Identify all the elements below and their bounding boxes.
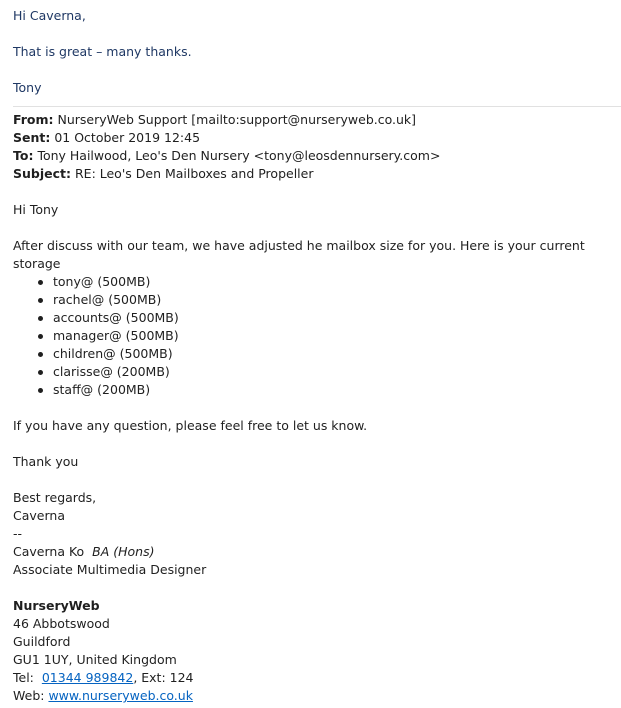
sent-label: Sent: (13, 130, 51, 145)
reply-signoff: Tony (13, 80, 42, 95)
web-label: Web: (13, 688, 45, 703)
subject-value: RE: Leo's Den Mailboxes and Propeller (74, 166, 314, 181)
to-value: Tony Hailwood, Leo's Den Nursery <tony@leosdennursery.com> (37, 148, 441, 163)
tel-ext: , Ext: 124 (133, 670, 194, 685)
body-questions: If you have any question, please feel free to let us know. (13, 418, 368, 433)
from-line (13, 111, 613, 129)
storage-list (13, 273, 613, 399)
signature-address-1: 46 Abbotswood (13, 616, 110, 631)
reply-section (13, 7, 613, 97)
reply-greeting: Hi Caverna, (13, 8, 86, 23)
list-item: accounts@ (500MB) (53, 309, 613, 327)
to-line (13, 147, 613, 165)
tel-label: Tel: (13, 670, 34, 685)
email-message (13, 7, 613, 705)
quoted-body (13, 201, 613, 525)
signature-tel-line (13, 669, 613, 687)
tel-link[interactable]: 01344 989842 (41, 670, 134, 685)
from-label: From: (13, 112, 54, 127)
list-item: children@ (500MB) (53, 345, 613, 363)
to-label: To: (13, 148, 34, 163)
signature-dashes: -- (13, 526, 23, 541)
body-greeting: Hi Tony (13, 202, 59, 217)
signature-name: Caverna Ko (13, 544, 85, 559)
subject-label: Subject: (13, 166, 71, 181)
list-item: staff@ (200MB) (53, 381, 613, 399)
signature-address-2: Guildford (13, 634, 71, 649)
list-item: manager@ (500MB) (53, 327, 613, 345)
signature-web-line (13, 687, 613, 705)
subject-line (13, 165, 613, 183)
signature-company: NurseryWeb (13, 598, 100, 613)
body-intro: After discuss with our team, we have adjusted he mailbox size for you. Here is your current storage (13, 238, 585, 271)
body-thanks: Thank you (13, 454, 79, 469)
sent-value: 01 October 2019 12:45 (54, 130, 201, 145)
website-link[interactable]: www.nurseryweb.co.uk (48, 688, 193, 703)
from-value: NurseryWeb Support [mailto:support@nurseryweb.co.uk] (57, 112, 417, 127)
signature-address-3: GU1 1UY, United Kingdom (13, 652, 177, 667)
quoted-header (13, 111, 613, 183)
body-regards: Best regards, (13, 490, 97, 505)
body-sender: Caverna (13, 508, 65, 523)
list-item: tony@ (500MB) (53, 273, 613, 291)
sent-line (13, 129, 613, 147)
reply-message: That is great – many thanks. (13, 44, 192, 59)
signature-qualification: BA (Hons) (92, 544, 155, 559)
signature-role: Associate Multimedia Designer (13, 562, 207, 577)
quote-divider (13, 106, 621, 107)
signature-name-line (13, 543, 613, 561)
list-item: clarisse@ (200MB) (53, 363, 613, 381)
signature (13, 525, 613, 705)
list-item: rachel@ (500MB) (53, 291, 613, 309)
